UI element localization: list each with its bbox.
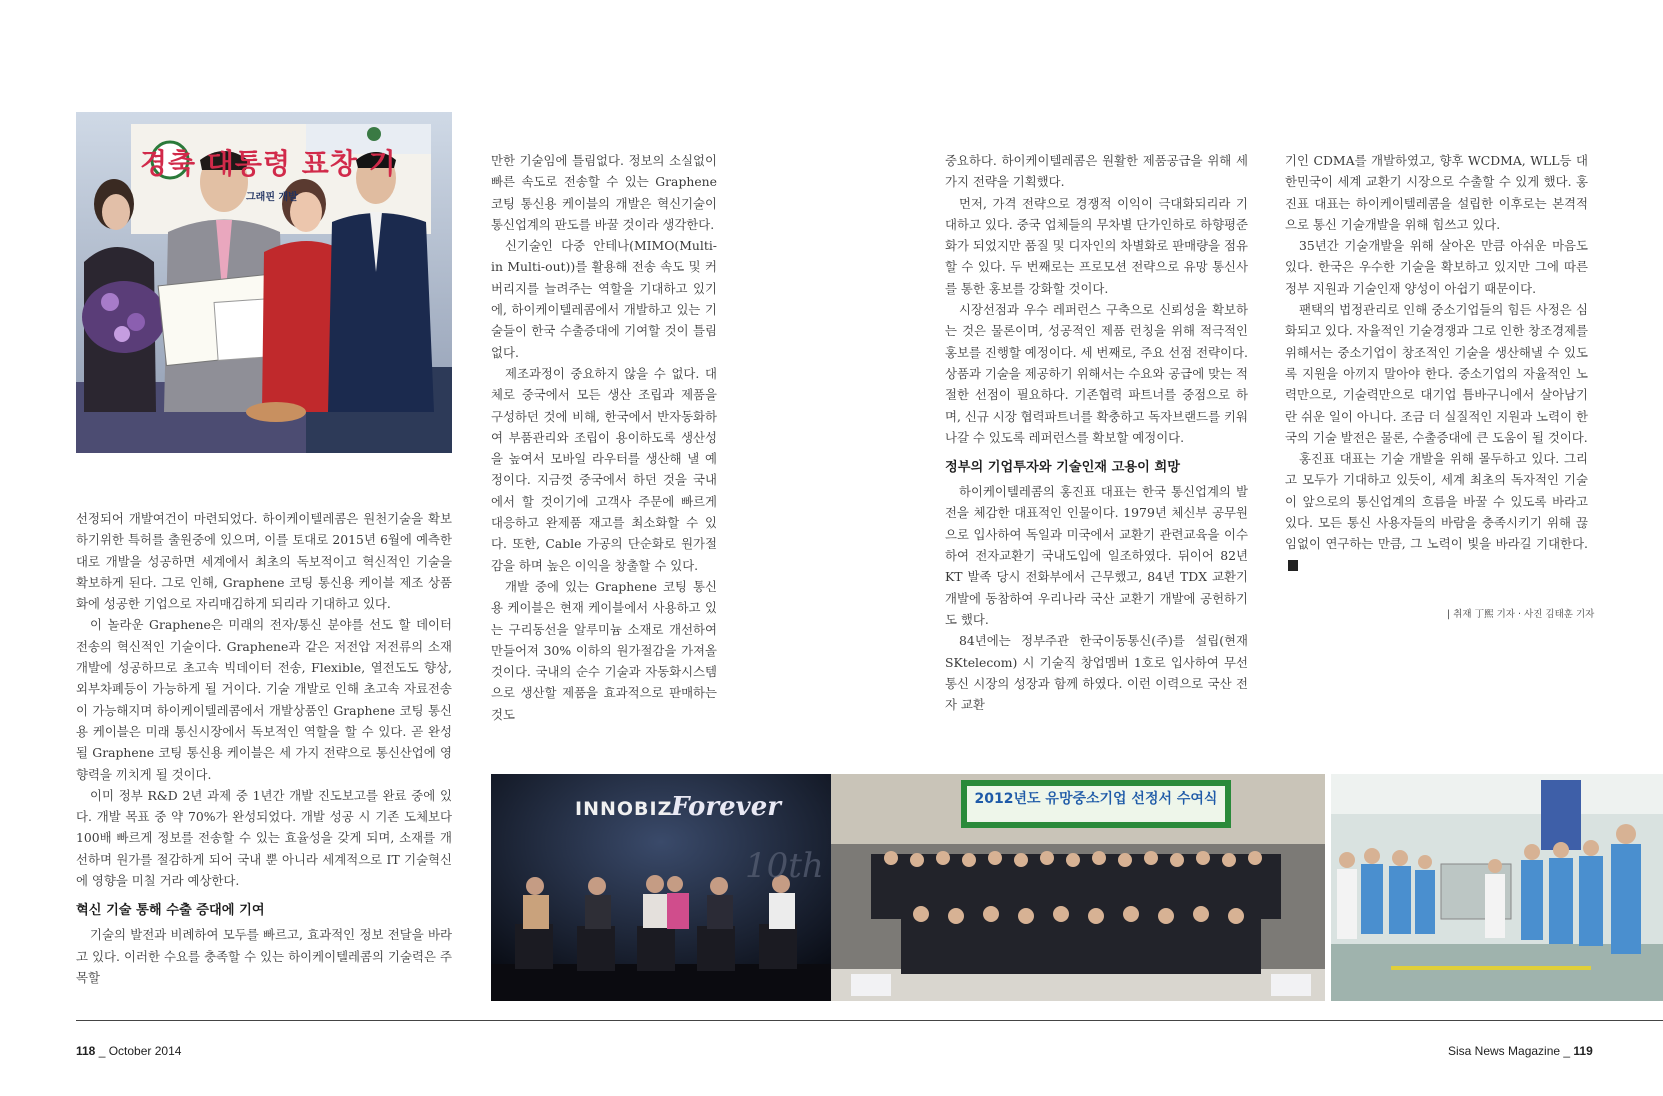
ceremony-group-photo — [831, 774, 1325, 1001]
footer-rule — [76, 1020, 1663, 1021]
magazine-name: Sisa News Magazine _ — [1448, 1044, 1571, 1058]
col3-paragraph: 먼저, 가격 전략으로 경쟁적 이익이 극대화되리라 기대하고 있다. 중국 업체들의 무차별 단가인하로 하향평준화가 되었지만 품질 및 디자인의 차별화로 판매량을 점유할 수 있다. 두 번째로는 프로모션 전략으로 유망 통신사를 통한 홍보를 강화할 것이다. — [945, 195, 1248, 296]
col1-paragraph: 이미 정부 R&D 2년 과제 중 1년간 개발 진도보고를 완료 중에 있다. 개발 목표 중 약 70%가 완성되었다. 개발 성공 시 기존 도체보다 100배 빠르게 정보를 전송할 수 있는 효율성을 갖게 되며, 소재를 개선하며 원가를 절감하게 되어 국내 뿐 아니라 세계적으로 IT 기술혁신에 영향을 미칠 거라 예상한다. — [76, 787, 452, 889]
left-folio — [76, 1044, 181, 1058]
col4-paragraph: 기인 CDMA를 개발하였고, 향후 WCDMA, WLL등 대한민국이 세계 교환기 시장으로 수출할 수 있게 했다. 홍진표 대표는 하이케이텔레콤을 설립한 이후로는 본격적으로 통신 기술개발을 위해 힘쓰고 있다. — [1285, 153, 1588, 232]
col1-paragraph: 기술의 발전과 비례하여 모두를 빠르고, 효과적인 정보 전달을 바라고 있다. 이러한 수요를 충족할 수 있는 하이케이텔레콤의 기술력은 주목할 — [76, 927, 452, 985]
issue-date: _ October 2014 — [98, 1044, 182, 1058]
col4-paragraph — [1285, 448, 1588, 576]
article-column-3 — [945, 150, 1248, 715]
col4-paragraph: 35년간 기술개발을 위해 살아온 만큼 아쉬운 마음도 있다. 한국은 우수한 기술을 확보하고 있지만 그에 따른 정부 지원과 기술인재 양성이 아쉽기 때문이다. — [1285, 238, 1588, 296]
innobiz-forever-script: Forever — [671, 792, 781, 822]
col2-paragraph: 개발 중에 있는 Graphene 코팅 통신용 케이블은 현재 케이블에서 사용하고 있는 구리동선을 알루미늄 소재로 개선하여 만들어져 30% 이하의 원가절감을 가져올 것이다. 국내의 순수 기술과 자동화시스템으로 생산할 제품을 효과적으로 판매하는 것도 — [491, 578, 717, 722]
article-column-4 — [1285, 150, 1588, 576]
col2-paragraph: 제조과정이 중요하지 않을 수 없다. 대체로 중국에서 모든 생산 조립과 제품을 구성하던 것에 비해, 한국에서 반자동화하여 부품관리와 조립이 용이하도록 생산성을 높여서 모바일 라우터를 생산해 낼 예정이다. 지금껏 중국에서 하던 것을 국내에서 할 것이기에 고객사 주문에 빠르게 대응하고 완제품 재고를 최소화할 수 있다. 또한, Cable 가공의 단순화로 원가절감을 하며 높은 이익을 창출할 수 있다. — [491, 365, 717, 573]
col1-paragraph: 선정되어 개발여건이 마련되었다. 하이케이텔레콤은 원천기술을 확보하기위한 특허를 출원중에 있으며, 이를 토대로 2015년 6월에 예측한 대로 개발을 성공하면 세계에서 최초의 독보적이고 혁신적인 기술을 확보하게 된다. 그로 인해, Graphene 코팅 통신용 케이블 제조 상품화에 성공한 기업으로 자리매김하게 되리라 기대하고 있다. — [76, 511, 452, 612]
innobiz-stage-photo — [491, 774, 831, 1001]
article-column-2 — [491, 150, 717, 725]
section-heading: 정부의 기업투자와 기술인재 고용이 희망 — [945, 460, 1180, 476]
photo-credit: | 취재 丁熙 기자 · 사진 김태훈 기자 — [1447, 609, 1595, 620]
col1-paragraph: 이 놀라운 Graphene은 미래의 전자/통신 분야를 선도 할 데이터 전송의 혁신적인 기술이다. Graphene과 같은 저전압 저전류의 소재개발에 성공하므로 초고속 빅데이터 전송, Flexible, 열전도도 향상, 외부차폐등이 가능하게 될 거이다. 기술 개발로 인해 초고속 자료전송이 가능해지며 하이케이텔레콤에서 개발상품인 Graphene 코팅 통신용 케이블은 미래 통신시장에서 독보적인 역할을 할 수 있다. 곧 완성될 Graphene 코팅 통신용 케이블은 세 가지 전략으로 통신산업에 영향력을 끼치게 될 것이다. — [76, 617, 452, 782]
award-banner-subtext: 그래핀 개발 — [246, 192, 298, 203]
article-column-1 — [76, 508, 452, 988]
award-banner-text: 경축 대통령 표창 기 — [140, 147, 397, 180]
right-folio — [1448, 1044, 1593, 1058]
innobiz-logo-text: INNOBIZ — [575, 798, 673, 820]
col4-last-paragraph-text: 홍진표 대표는 기술 개발을 위해 몰두하고 있다. 그리고 모두가 기대하고 있듯이, 세계 최초의 독자적인 기술이 앞으로의 통신업계의 흐름을 바꿀 수 있도록 바라고 있다. 모든 통신 사용자들의 바람을 충족시키기 위해 끊임없이 연구하는 만큼, 그 노력이 빛을 바라길 기대한다. — [1285, 451, 1588, 552]
col3-paragraph: 하이케이텔레콤의 홍진표 대표는 한국 통신업계의 발전을 체감한 대표적인 인물이다. 1979년 체신부 공무원으로 입사하여 독일과 미국에서 교환기 관련교육을 이수하여 전자교환기 국내도입에 일조하였다. 뒤이어 82년 KT 발족 당시 전화부에서 근무했고, 84년 TDX 교환기 개발에 동참하여 우리나라 국산 교환기 개발에 공헌하기도 했다. — [945, 484, 1248, 627]
innobiz-10th-watermark: 10th — [745, 846, 824, 886]
col3-paragraph: 중요하다. 하이케이텔레콤은 원활한 제품공급을 위해 세 가지 전략을 기획했다. — [945, 153, 1248, 190]
left-page-number: 118 — [76, 1044, 96, 1058]
award-photo — [76, 112, 452, 453]
col4-paragraph: 팬택의 법정관리로 인해 중소기업들의 힘든 사정은 심화되고 있다. 자율적인 기술경쟁과 그로 인한 창조경제를 위해서는 중소기업이 창조적인 기술을 생산해낼 수 있도록 지원을 아끼지 말아야 한다. 중소기업의 자율적인 노력만으로, 기술력만으로 대기업 틈바구니에서 살아남기란 쉬운 일이 아니다. 조금 더 실질적인 지원과 노력이 한국의 기술 발전은 물론, 수출증대에 큰 도움이 될 것이다. — [1285, 302, 1588, 445]
ceremony-banner-text: 2012년도 유망중소기업 선정서 수여식 — [974, 791, 1218, 807]
section-heading: 혁신 기술 통해 수출 증대에 기여 — [76, 903, 265, 919]
col2-paragraph: 신기술인 다중 안테나(MIMO(Multi-in Multi-out))를 활용해 전송 속도 및 커버리지를 늘려주는 역할을 기대하고 있기에, 하이케이텔레콤에서 개발하고 있는 기술들이 한국 수출증대에 기여할 것이 틀림없다. — [491, 238, 717, 360]
right-page-number: 119 — [1573, 1044, 1593, 1058]
col2-paragraph: 만한 기술임에 틀림없다. 정보의 소실없이 빠른 속도로 전송할 수 있는 Graphene 코팅 통신용 케이블의 개발은 혁신기술이 통신업계의 판도를 바꿀 것이라 생각한다. — [491, 153, 717, 232]
col3-paragraph: 84년에는 정부주관 한국이동통신(주)를 설립(현재 SKtelecom) 시 기술직 창업멤버 1호로 입사하여 무선통신 시장의 성장과 함께 하였다. 이런 이력으로 국산 전자 교환 — [945, 633, 1248, 713]
col3-paragraph: 시장선점과 우수 레퍼런스 구축으로 신뢰성을 확보하는 것은 물론이며, 성공적인 제품 런칭을 위해 적극적인 홍보를 진행할 예정이다. 세 번째로, 주요 선점 전략이다. 상품과 기술을 제공하기 위해서는 수요와 공급에 맞는 적절한 선점이 필요하다. 기존협력 파트너를 중점으로 하며, 신규 시장 협력파트너를 확충하고 독자브랜드를 키워나갈 수 있도록 레퍼런스를 확보할 예정이다. — [945, 302, 1248, 445]
factory-workers-photo — [1331, 774, 1663, 1001]
end-mark-icon — [1288, 560, 1298, 571]
